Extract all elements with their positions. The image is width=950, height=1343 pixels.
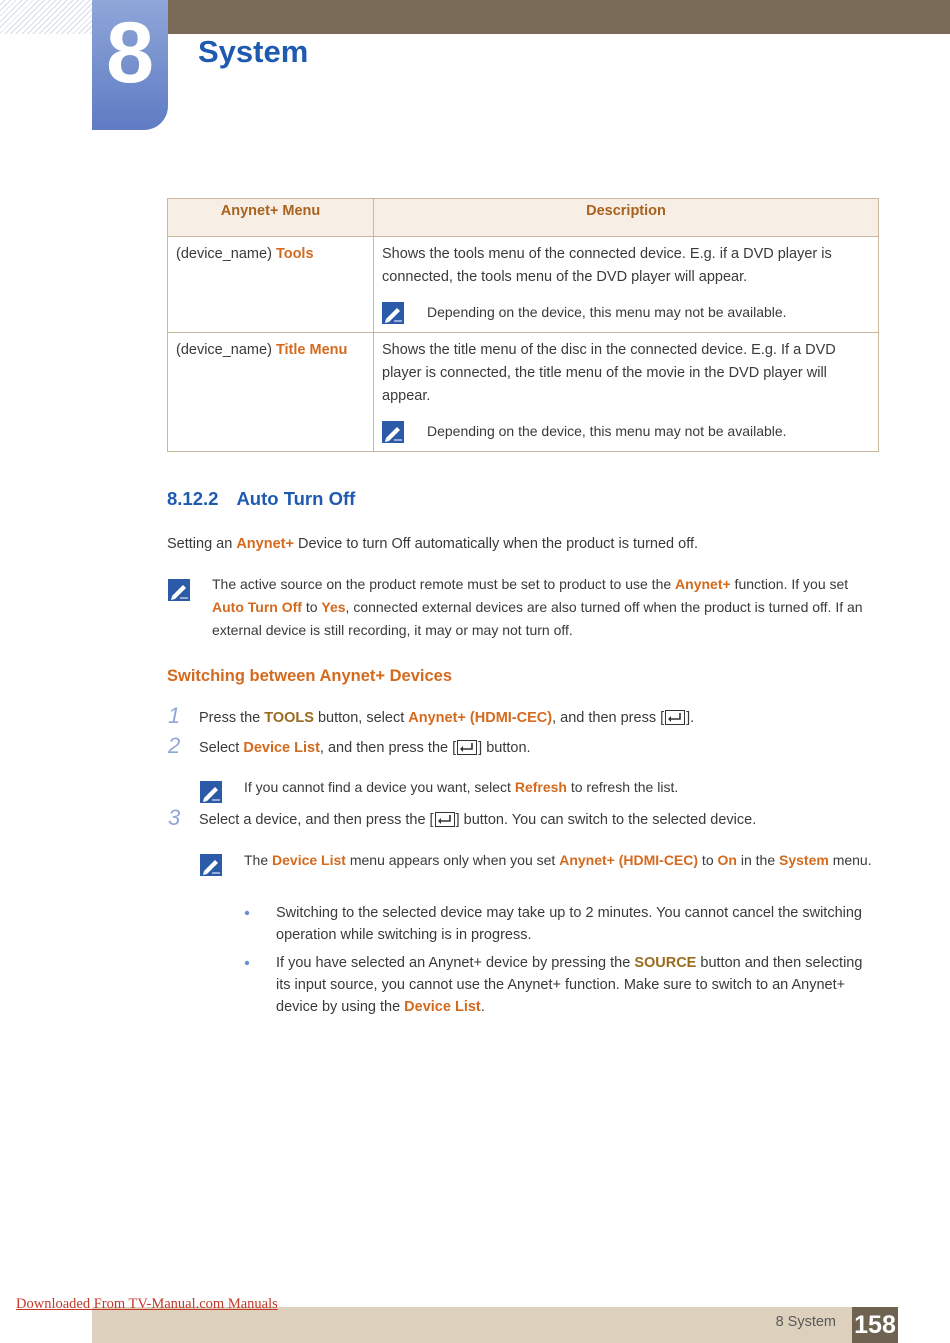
bullet-icon bbox=[244, 909, 252, 917]
note-highlight: Device List bbox=[272, 852, 346, 868]
note-highlight: Auto Turn Off bbox=[212, 599, 302, 615]
step-text-part: , and then press the [ bbox=[319, 740, 457, 756]
note bbox=[382, 301, 870, 324]
step-text-part: ]. bbox=[686, 710, 695, 726]
note-text: If you cannot find a device you want, select bbox=[244, 779, 515, 795]
table-header-row bbox=[168, 199, 879, 237]
table-row bbox=[168, 237, 879, 333]
menu-item-name: Tools bbox=[275, 246, 314, 262]
bullet-text-part: button and then selecting its input source, you cannot use the Anynet+ function. Make sure to switch to an Anynet+ device by using the bbox=[276, 955, 863, 1015]
anynet-menu-table bbox=[167, 198, 879, 452]
device-name-prefix: (device_name) bbox=[176, 342, 276, 358]
step-number: 1 bbox=[168, 703, 181, 728]
step-text-part: Select a device, and then press the [ bbox=[199, 812, 434, 828]
chapter-title: System bbox=[198, 34, 309, 69]
step-text-part: Select bbox=[199, 740, 244, 756]
description-cell bbox=[374, 237, 879, 333]
note-icon bbox=[200, 854, 222, 876]
note-text: to refresh the list. bbox=[566, 779, 679, 795]
section-title: Auto Turn Off bbox=[236, 488, 356, 509]
section-heading bbox=[167, 488, 355, 510]
subsection-title: Switching between Anynet+ Devices bbox=[167, 667, 453, 685]
note-highlight: System bbox=[779, 852, 829, 868]
note-highlight: Refresh bbox=[514, 779, 567, 795]
note-text: function. If you set bbox=[730, 576, 849, 592]
note-highlight: Anynet+ bbox=[675, 576, 731, 592]
step-text-part: ] button. bbox=[478, 740, 531, 756]
enter-key-icon bbox=[457, 740, 477, 755]
top-header-bar bbox=[168, 0, 950, 34]
footer-chapter-label: 8 System bbox=[775, 1314, 836, 1330]
download-source-link[interactable]: Downloaded From TV-Manual.com Manuals bbox=[16, 1296, 278, 1312]
bullet-highlight: SOURCE bbox=[634, 955, 697, 971]
note-text: Depending on the device, this menu may not be available. bbox=[427, 423, 787, 439]
description-text: Shows the tools menu of the connected device. E.g. if a DVD player is connected, the tools menu of the DVD player will appear. bbox=[382, 246, 832, 285]
section-intro bbox=[167, 533, 879, 556]
note-highlight: On bbox=[717, 852, 737, 868]
note-text: Depending on the device, this menu may not be available. bbox=[427, 304, 787, 320]
column-header-description: Description bbox=[374, 199, 879, 237]
list-item bbox=[244, 902, 880, 946]
chapter-number: 8 bbox=[106, 5, 154, 101]
note-highlight: Anynet+ (HDMI-CEC) bbox=[559, 852, 699, 868]
step-text-part: button, select bbox=[313, 710, 409, 726]
table-row bbox=[168, 333, 879, 452]
step-text bbox=[199, 809, 879, 832]
step-text bbox=[199, 737, 879, 760]
note-text: in the bbox=[736, 852, 779, 868]
step-number: 2 bbox=[168, 733, 181, 758]
column-header-menu: Anynet+ Menu bbox=[168, 199, 374, 237]
step-highlight: Device List bbox=[243, 740, 320, 756]
step-note bbox=[244, 849, 880, 872]
note-icon bbox=[168, 579, 190, 601]
note-text: , connected external devices are also turned off when the product is turned off. If an external device is still recording, it may or may not turn off. bbox=[212, 599, 863, 638]
menu-cell bbox=[168, 237, 374, 333]
intro-text: Setting an bbox=[167, 536, 237, 552]
step-highlight: Anynet+ (HDMI-CEC) bbox=[408, 710, 553, 726]
step-text-part: , and then press [ bbox=[552, 710, 665, 726]
step-highlight: TOOLS bbox=[264, 710, 314, 726]
menu-item-name: Title Menu bbox=[275, 342, 348, 358]
bullet-text-part: If you have selected an Anynet+ device by pressing the bbox=[276, 955, 635, 971]
note-highlight: Yes bbox=[321, 599, 346, 615]
step-text-part: Press the bbox=[199, 710, 265, 726]
note-text: to bbox=[698, 852, 718, 868]
step-text-part: ] button. You can switch to the selected device. bbox=[455, 812, 757, 828]
list-item bbox=[244, 952, 880, 1018]
note-text: The bbox=[244, 852, 273, 868]
chapter-badge bbox=[92, 0, 168, 130]
intro-text: Device to turn Off automatically when the product is turned off. bbox=[293, 536, 699, 552]
description-cell bbox=[374, 333, 879, 452]
note-icon bbox=[382, 421, 404, 443]
enter-key-icon bbox=[665, 710, 685, 725]
note-text: to bbox=[301, 599, 322, 615]
description-text: Shows the title menu of the disc in the connected device. E.g. If a DVD player is connected, the title menu of the movie in the DVD player will appear. bbox=[382, 342, 836, 404]
device-name-prefix: (device_name) bbox=[176, 246, 276, 262]
step-number: 3 bbox=[168, 805, 181, 830]
note bbox=[382, 420, 870, 443]
note-text: menu. bbox=[828, 852, 872, 868]
section-number: 8.12.2 bbox=[167, 488, 219, 509]
note-text: The active source on the product remote must be set to product to use the bbox=[212, 576, 676, 592]
bullet-text bbox=[276, 952, 880, 1018]
corner-hatch-decoration bbox=[0, 0, 92, 34]
intro-highlight: Anynet+ bbox=[236, 536, 294, 552]
section-note bbox=[212, 573, 880, 642]
note-icon bbox=[200, 781, 222, 803]
step-note bbox=[244, 776, 880, 799]
step-text bbox=[199, 707, 879, 730]
bullet-icon bbox=[244, 959, 252, 967]
menu-cell bbox=[168, 333, 374, 452]
bullet-text-part: . bbox=[480, 999, 485, 1015]
note-icon bbox=[382, 302, 404, 324]
enter-key-icon bbox=[435, 812, 455, 827]
bullet-highlight: Device List bbox=[404, 999, 481, 1015]
bullet-text: Switching to the selected device may take up to 2 minutes. You cannot cancel the switching operation while switching is in progress. bbox=[276, 905, 862, 943]
note-text: menu appears only when you set bbox=[345, 852, 560, 868]
page-number: 158 bbox=[852, 1307, 898, 1343]
